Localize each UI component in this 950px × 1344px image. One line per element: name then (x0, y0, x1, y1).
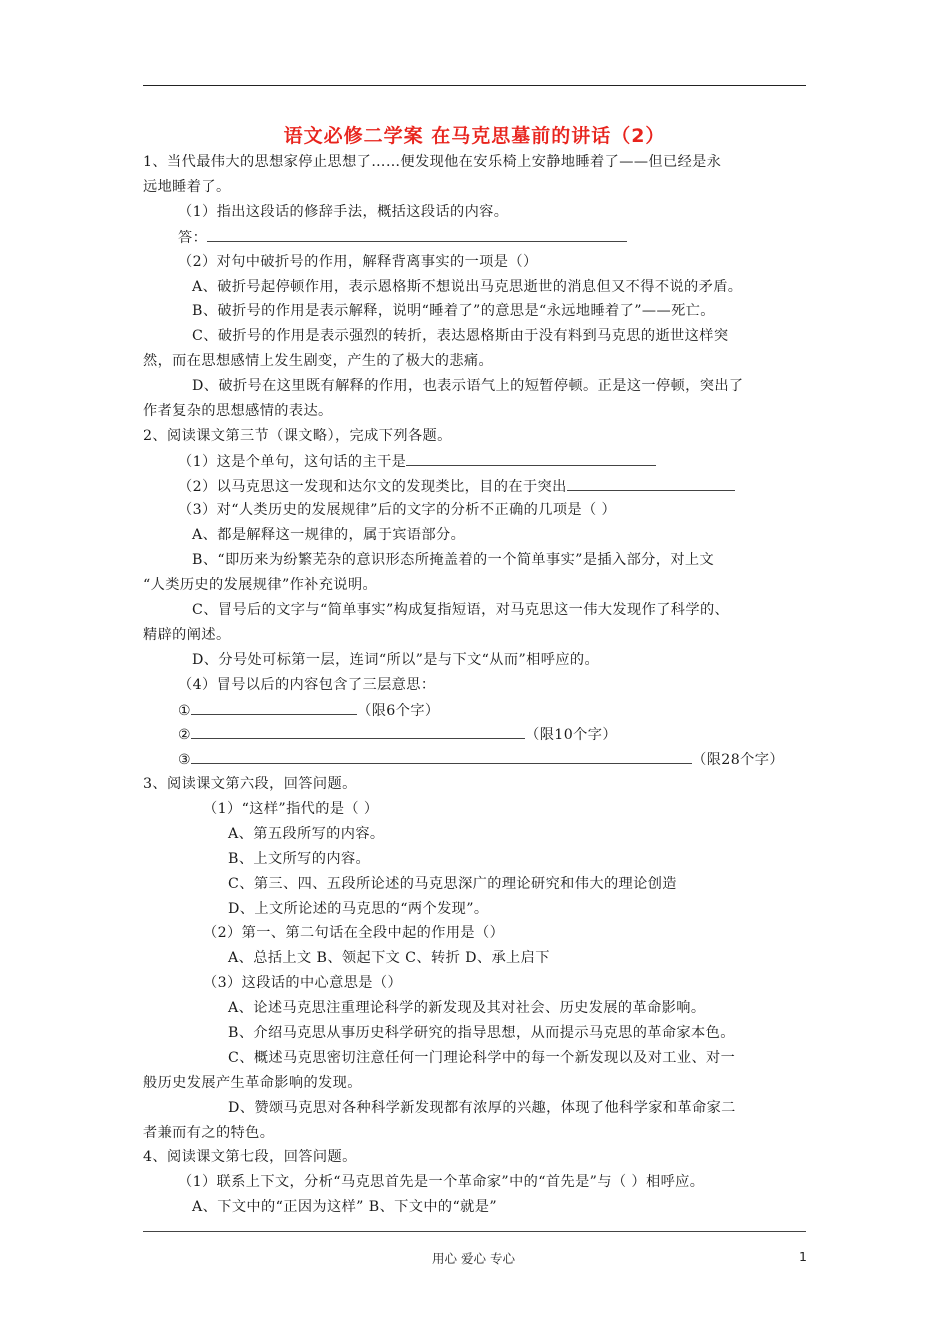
q3-sub1-option-a: A、第五段所写的内容。 (228, 826, 385, 842)
q2-sub1-blank[interactable] (406, 451, 656, 466)
q4-sub1-options: A、下文中的“正因为这样” B、下文中的“就是” (192, 1199, 497, 1215)
page-number: 1 (799, 1249, 807, 1264)
header-rule (143, 85, 806, 86)
item2-blank[interactable] (191, 724, 525, 739)
q4-sub1: （1）联系上下文，分析“马克思首先是一个革命家”中的“首先是”与（ ）相呼应。 (178, 1174, 705, 1190)
q2-option-d: D、分号处可标第一层，连词“所以”是与下文“从而”相呼应的。 (192, 652, 600, 668)
q1-stem-line2: 远地睡着了。 (143, 179, 231, 195)
q1-option-c-line2: 然，而在思想感情上发生剧变，产生的了极大的悲痛。 (143, 353, 494, 369)
q2-sub2-blank[interactable] (567, 476, 735, 491)
q3-sub1: （1）“这样”指代的是（ ） (203, 801, 379, 817)
q3-sub3-option-d-line1: D、赞颂马克思对各种科学新发现都有浓厚的兴趣，体现了他科学家和革命家二 (228, 1100, 736, 1116)
q3-sub2: （2）第一、第二句话在全段中起的作用是（） (203, 925, 505, 941)
answer-label: 答： (178, 230, 208, 246)
q3-sub1-option-d: D、上文所论述的马克思的“两个发现”。 (228, 901, 489, 917)
q3-sub3-option-a: A、论述马克思注重理论科学的新发现及其对社会、历史发展的革命影响。 (228, 1000, 706, 1016)
q2-option-c-line1: C、冒号后的文字与“简单事实”构成复指短语，对马克思这一伟大发现作了科学的、 (192, 602, 730, 618)
q2-option-b-line1: B、“即历来为纷繁芜杂的意识形态所掩盖着的一个简单事实”是插入部分，对上文 (192, 552, 715, 568)
q2-sub4-item1 (178, 700, 440, 721)
q2-sub3: （3）对“人类历史的发展规律”后的文字的分析不正确的几项是（ ） (178, 502, 617, 518)
q2-sub2 (178, 476, 735, 497)
q1-sub2: （2）对句中破折号的作用，解释背离事实的一项是（） (178, 254, 538, 270)
q4-stem: 4、阅读课文第七段，回答问题。 (143, 1149, 357, 1165)
q2-sub4: （4）冒号以后的内容包含了三层意思： (178, 677, 436, 693)
q1-option-d-line1: D、破折号在这里既有解释的作用，也表示语气上的短暂停顿。正是这一停顿，突出了 (192, 378, 744, 394)
item3-limit: （限28个字） (692, 752, 784, 768)
q1-option-b: B、破折号的作用是表示解释，说明“睡着了”的意思是“永远地睡着了”——死亡。 (192, 303, 715, 319)
q2-stem: 2、阅读课文第三节（课文略），完成下列各题。 (143, 428, 452, 444)
document-title: 语文必修二学案 在马克思墓前的讲话（2） (283, 125, 666, 147)
q1-answer-line (178, 227, 627, 248)
q3-sub3-option-b: B、介绍马克思从事历史科学研究的指导思想，从而提示马克思的革命家本色。 (228, 1025, 735, 1041)
q1-stem-line1: 1、当代最伟大的思想家停止思想了……便发现他在安乐椅上安静地睡着了——但已经是永 (143, 154, 722, 170)
q2-option-b-line2: “人类历史的发展规律”作补充说明。 (143, 577, 378, 593)
q1-option-c-line1: C、破折号的作用是表示强烈的转折，表达恩格斯由于没有料到马克思的逝世这样突 (192, 328, 729, 344)
q1-sub1: （1）指出这段话的修辞手法，概括这段话的内容。 (178, 204, 509, 220)
footer-motto: 用心 爱心 专心 (432, 1251, 515, 1266)
q3-sub1-option-c: C、第三、四、五段所论述的马克思深广的理论研究和伟大的理论创造 (228, 876, 677, 892)
item3-blank[interactable] (191, 749, 692, 764)
item1-blank[interactable] (191, 700, 357, 715)
answer-blank[interactable] (207, 227, 627, 242)
q2-sub1 (178, 451, 656, 472)
q3-sub1-option-b: B、上文所写的内容。 (228, 851, 371, 867)
circled-3: ③ (178, 752, 192, 768)
q3-sub3-option-d-line2: 者兼而有之的特色。 (143, 1125, 275, 1141)
q2-sub4-item3 (178, 749, 784, 770)
q3-sub2-options: A、总括上文 B、领起下文 C、转折 D、承上启下 (228, 950, 550, 966)
q2-option-a: A、都是解释这一规律的，属于宾语部分。 (192, 527, 466, 543)
q3-stem: 3、阅读课文第六段，回答问题。 (143, 776, 357, 792)
circled-2: ② (178, 727, 192, 743)
item1-limit: （限6个字） (357, 703, 440, 719)
circled-1: ① (178, 703, 192, 719)
q3-sub3-option-c-line1: C、概述马克思密切注意任何一门理论科学中的每一个新发现以及对工业、对一 (228, 1050, 736, 1066)
q2-sub4-item2 (178, 724, 617, 745)
item2-limit: （限10个字） (525, 727, 617, 743)
q3-sub3-option-c-line2: 般历史发展产生革命影响的发现。 (143, 1075, 362, 1091)
q2-option-c-line2: 精辟的阐述。 (143, 627, 231, 643)
q3-sub3: （3）这段话的中心意思是（） (203, 975, 403, 991)
q1-option-a: A、破折号起停顿作用，表示恩格斯不想说出马克思逝世的消息但又不得不说的矛盾。 (192, 279, 743, 295)
q2-sub1-text: （1）这是个单句，这句话的主干是 (178, 454, 407, 470)
q1-option-d-line2: 作者复杂的思想感情的表达。 (143, 403, 333, 419)
q2-sub2-text: （2）以马克思这一发现和达尔文的发现类比，目的在于突出 (178, 479, 567, 495)
footer-rule (143, 1231, 806, 1232)
